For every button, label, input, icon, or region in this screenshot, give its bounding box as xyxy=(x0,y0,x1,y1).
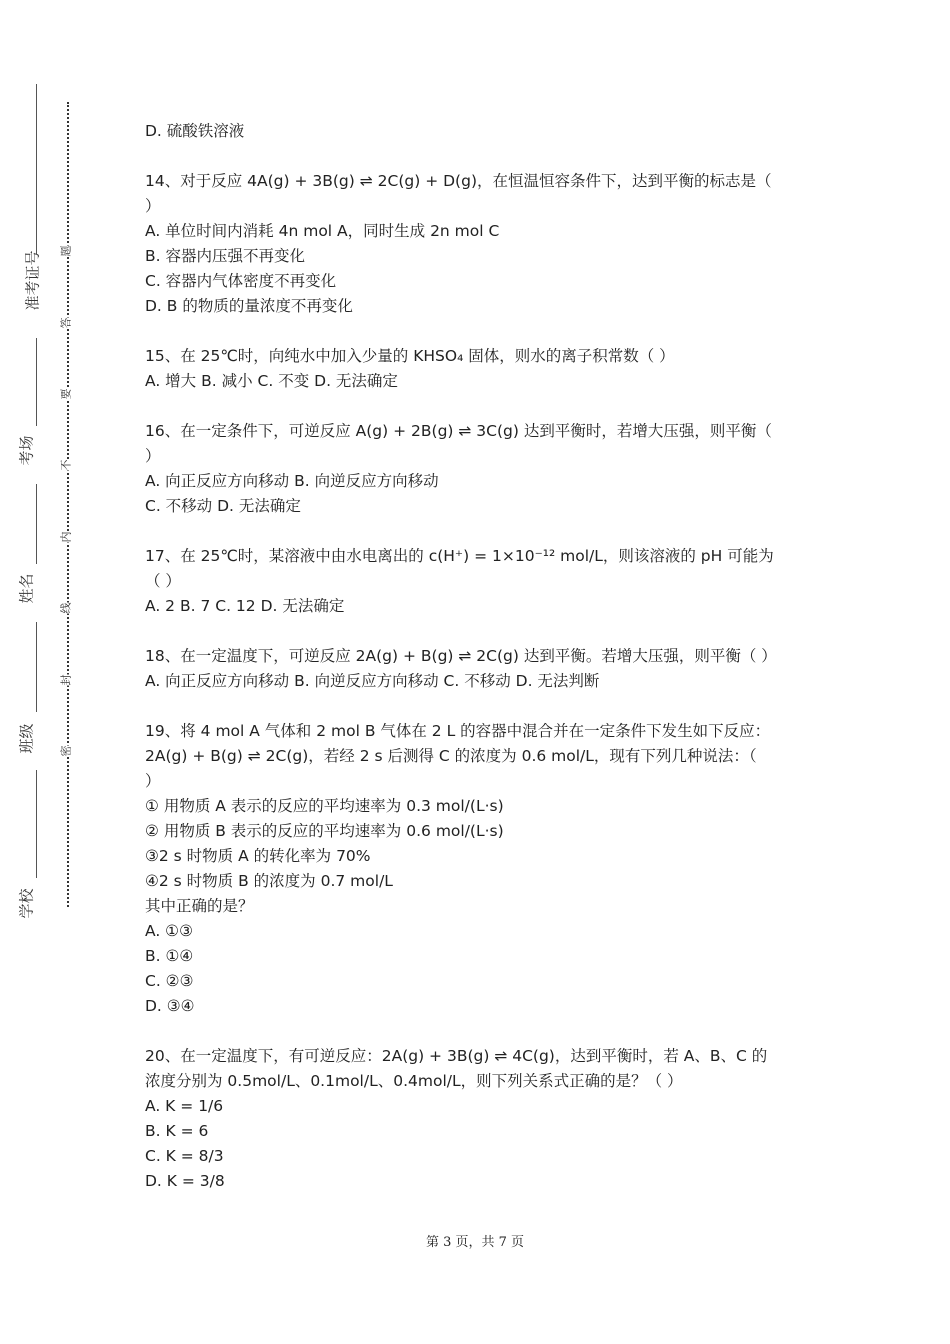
q14-stem-cont: ） xyxy=(145,197,161,215)
label-exam-number: 准考证号 xyxy=(23,250,42,311)
q20-option-c: C. K = 8/3 xyxy=(145,1147,224,1165)
q20-option-a: A. K = 1/6 xyxy=(145,1097,224,1115)
q19-option-c: C. ②③ xyxy=(145,972,194,990)
q16-options-cont: C. 不移动 D. 无法确定 xyxy=(145,497,301,515)
bind-line xyxy=(36,484,37,564)
q19-stem-cont: 2A(g) + B(g) ⇌ 2C(g)，若经 2 s 后测得 C 的浓度为 0.6 mol/L，现有下列几种说法：（ xyxy=(145,747,757,765)
q18-options: A. 向正反应方向移动 B. 向逆反应方向移动 C. 不移动 D. 无法判断 xyxy=(145,672,600,690)
q19-stem: 19、将 4 mol A 气体和 2 mol B 气体在 2 L 的容器中混合并在一定条件下发生如下反应： xyxy=(145,722,771,740)
q20-stem-cont: 浓度分别为 0.5mol/L、0.1mol/L、0.4mol/L，则下列关系式正确的是？（ ） xyxy=(145,1072,683,1090)
question-20 xyxy=(145,1044,815,1194)
seal-char: 线 xyxy=(59,602,73,614)
q20-option-b: B. K = 6 xyxy=(145,1122,209,1140)
q14-option-d: D. B 的物质的量浓度不再变化 xyxy=(145,297,353,315)
question-14 xyxy=(145,169,815,319)
q19-question: 其中正确的是？ xyxy=(145,897,254,915)
seal-dotted-line xyxy=(67,102,69,907)
q19-option-b: B. ①④ xyxy=(145,947,194,965)
question-16 xyxy=(145,419,815,519)
label-school: 学校 xyxy=(17,888,36,919)
q14-option-a: A. 单位时间内消耗 4n mol A，同时生成 2n mol C xyxy=(145,222,500,240)
q19-option-a: A. ①③ xyxy=(145,922,193,940)
q17-stem-cont: （ ） xyxy=(145,572,181,590)
question-15 xyxy=(145,344,815,394)
q14-option-b: B. 容器内压强不再变化 xyxy=(145,247,305,265)
bind-line xyxy=(36,84,37,254)
q15-options: A. 增大 B. 减小 C. 不变 D. 无法确定 xyxy=(145,372,398,390)
seal-char: 封 xyxy=(59,674,73,686)
q16-stem-cont: ） xyxy=(145,447,161,465)
q19-statement-1: ① 用物质 A 表示的反应的平均速率为 0.3 mol/(L·s) xyxy=(145,797,504,815)
q20-option-d: D. K = 3/8 xyxy=(145,1172,225,1190)
q19-option-d: D. ③④ xyxy=(145,997,195,1015)
seal-char: 题 xyxy=(59,245,73,257)
question-19 xyxy=(145,719,815,1019)
q19-statement-4: ④2 s 时物质 B 的浓度为 0.7 mol/L xyxy=(145,872,393,890)
page-number: 第 3 页，共 7 页 xyxy=(425,1235,525,1250)
seal-char: 不 xyxy=(59,459,73,471)
q15-stem: 15、在 25℃时，向纯水中加入少量的 KHSO₄ 固体，则水的离子积常数（ ） xyxy=(145,347,675,365)
seal-char: 要 xyxy=(59,388,73,400)
bind-line xyxy=(36,770,37,878)
q19-stem-end: ） xyxy=(145,772,161,790)
bind-line xyxy=(36,338,37,426)
q14-stem: 14、对于反应 4A(g) + 3B(g) ⇌ 2C(g) + D(g)，在恒温恒容条件下，达到平衡的标志是（ xyxy=(145,172,772,190)
seal-char: 答 xyxy=(59,317,73,329)
seal-char: 密 xyxy=(59,745,73,757)
bind-line xyxy=(36,622,37,712)
label-name: 姓名 xyxy=(17,573,36,604)
q20-stem: 20、在一定温度下，有可逆反应：2A(g) + 3B(g) ⇌ 4C(g)，达到平衡时，若 A、B、C 的 xyxy=(145,1047,768,1065)
question-18 xyxy=(145,644,815,694)
question-17 xyxy=(145,544,815,619)
seal-char: 内 xyxy=(59,531,73,543)
q14-option-c: C. 容器内气体密度不再变化 xyxy=(145,272,337,290)
q19-statement-3: ③2 s 时物质 A 的转化率为 70% xyxy=(145,847,371,865)
q16-stem: 16、在一定条件下，可逆反应 A(g) + 2B(g) ⇌ 3C(g) 达到平衡时，若增大压强，则平衡（ xyxy=(145,422,772,440)
q17-stem: 17、在 25℃时，某溶液中由水电离出的 c(H⁺) = 1×10⁻¹² mol/L，则该溶液的 pH 可能为 xyxy=(145,547,774,565)
q13-option-d: D. 硫酸铁溶液 xyxy=(145,122,245,140)
q16-options: A. 向正反应方向移动 B. 向逆反应方向移动 xyxy=(145,472,439,490)
q19-statement-2: ② 用物质 B 表示的反应的平均速率为 0.6 mol/(L·s) xyxy=(145,822,504,840)
label-class: 班级 xyxy=(17,723,36,754)
question-content xyxy=(145,119,815,1194)
label-exam-room: 考场 xyxy=(17,435,36,466)
q18-stem: 18、在一定温度下，可逆反应 2A(g) + B(g) ⇌ 2C(g) 达到平衡。若增大压强，则平衡（ ） xyxy=(145,647,777,665)
q17-options: A. 2 B. 7 C. 12 D. 无法确定 xyxy=(145,597,345,615)
